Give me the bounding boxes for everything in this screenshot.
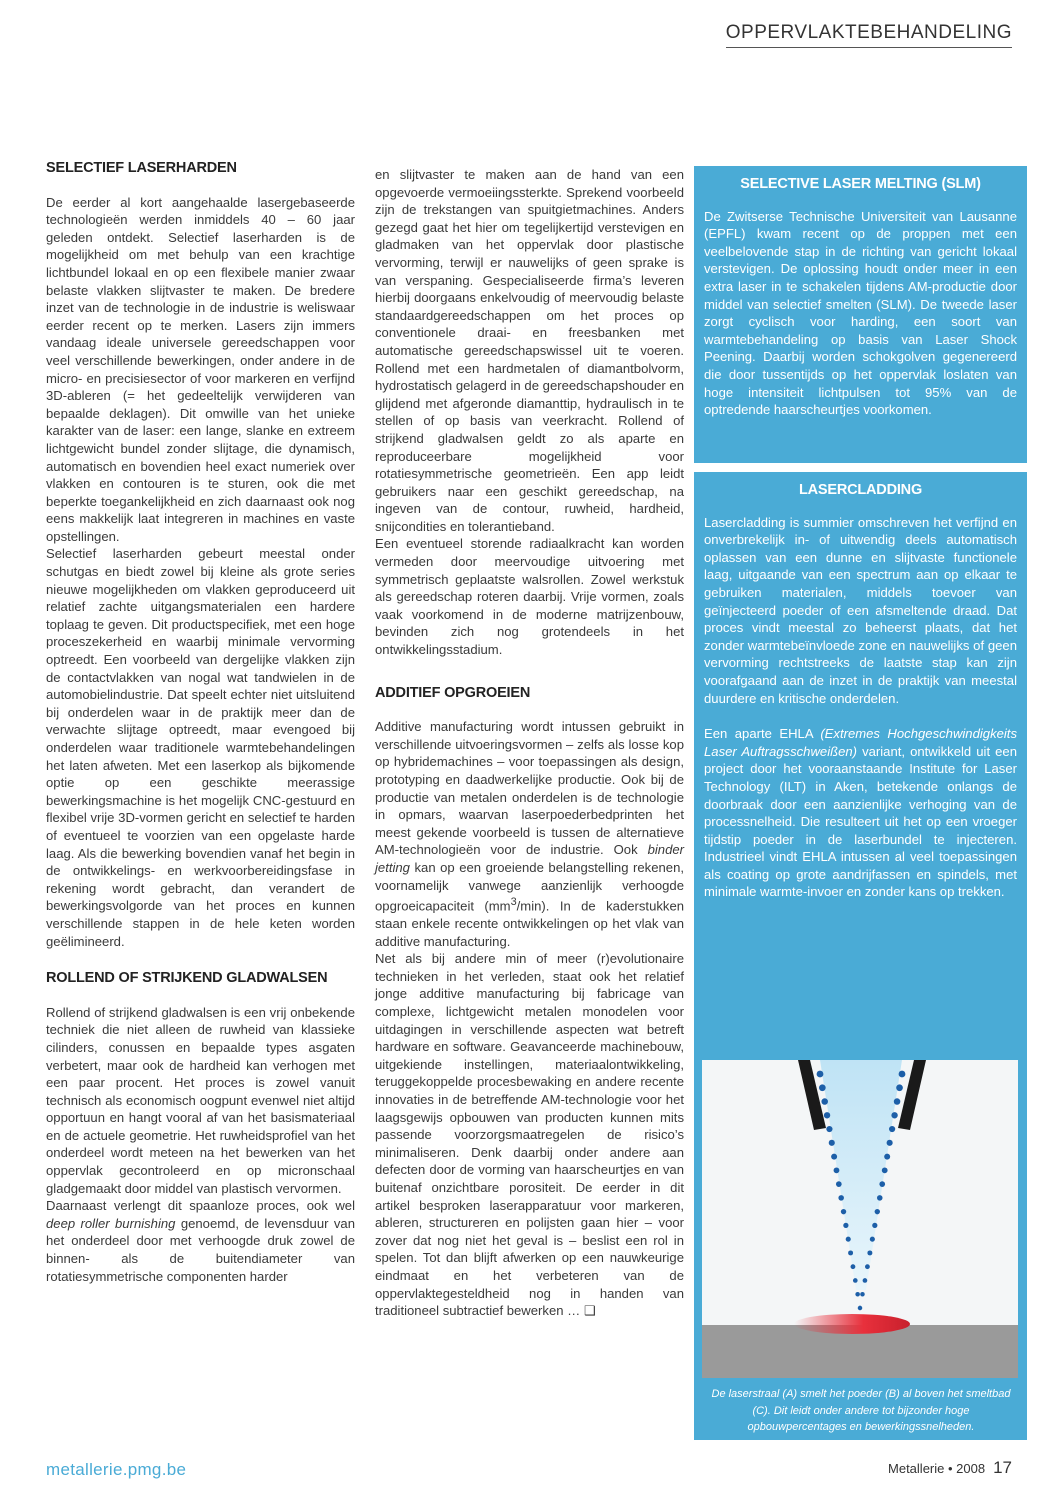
- powder-particle: [829, 1140, 835, 1146]
- page-number: 17: [993, 1458, 1012, 1477]
- column-middle: [375, 166, 684, 1320]
- box-text: Lasercladding is summier omschreven het verfijnd en onverbrekelijk in- of uitwendig deels automatisch oplassen van een dunne en slijtvaste functionele laag, uitgaande van een spectrum aan op elkaar te gebruiken materialen, middels toevoer van geïnjecteerd poeder of een afsmeltende draad. Dat proces vindt meestal zo beheerst plaats, dat het zonder warmtebeïnvloede zone en nauwelijks of geen vervorming rechtstreeks de laatste stap kan zijn voorafgaand aan de inzet in de praktijk van meestal duurdere en kritische onderdelen.: [704, 514, 1017, 706]
- powder-particle: [855, 1292, 860, 1297]
- footer-issue: [888, 1458, 1012, 1478]
- heading-additief-opgroeien: ADDITIEF OPGROEIEN: [375, 684, 531, 701]
- powder-particle: [841, 1209, 846, 1214]
- powder-particle: [824, 1112, 830, 1118]
- powder-particle: [834, 1167, 840, 1173]
- column-left: [46, 160, 355, 1285]
- powder-particle: [899, 1071, 906, 1078]
- powder-particle: [848, 1250, 853, 1255]
- sidebar-box-slm: [694, 166, 1027, 463]
- paragraph: Daarnaast verlengt dit spaanloze proces, ook wel deep roller burnishing genoemd, de levensduur van het onderdeel door met verhoogde druk zowel de binnen- als de buitendiameter van rotatiesymmetrische componenten harder: [46, 1198, 355, 1284]
- powder-particle: [865, 1264, 870, 1269]
- powder-particle: [826, 1126, 832, 1132]
- powder-particle: [817, 1071, 824, 1078]
- powder-particle: [891, 1112, 897, 1118]
- powder-particle: [882, 1167, 888, 1173]
- powder-particle: [884, 1154, 890, 1160]
- powder-particle: [836, 1181, 842, 1187]
- powder-particle: [858, 1306, 862, 1310]
- box-text: Een aparte EHLA (Extremes Hochgeschwindigkeits Laser Auftragsschweißen) variant, ontwikkeld uit een project door het vooraanstaande Institute for Laser Technology (ILT) in Aken, betekende onlangs de doorbraak door een aanzienlijke verhoging van de processnelheid. Die resulteert uit het op een vroeger tijdstip poeder in de laserbundel te injecteren. Industrieel vindt EHLA intussen al veel toepassingen als coating op grote aandrijfassen en spindels, met minimale warmte-invoer en zonder kans op trekken.: [704, 726, 1017, 900]
- paragraph: Een eventueel storende radiaalkracht kan worden vermeden door meervoudige uitvoering met symmetrisch geplaatste walsrollen. Zowel werkstuk als gereedschap roteren daarbij. Vrije vormen, zoals vaak voorkomend in de moderne matrijzenbouw, bevinden zich nog grotendeels in het ontwikkelingsstadium.: [375, 536, 684, 658]
- powder-particle: [896, 1084, 903, 1091]
- powder-particle: [821, 1098, 828, 1105]
- powder-particle: [860, 1292, 865, 1297]
- box-title: SELECTIVE LASER MELTING (SLM): [740, 176, 981, 192]
- powder-particle: [851, 1264, 856, 1269]
- paragraph: Additive manufacturing wordt intussen gebruikt in verschillende uitvoeringsvormen – zelfs als losse kop op hybridemachines – voor toepassingen als design, prototyping en daadwerkelijke productie. Ook bij de productie van metalen onderdelen is de technologie in opmars, waarvan laserpoederbedprinten het meest gekende voorbeeld is tussen de alternatieve AM-technologieën voor de industrie. Ook binder jetting kan op een groeiende belangstelling rekenen, voornamelijk vanwege aanzienlijk verhoogde opgroeicapaciteit $(mm^3/\min)$. In de kaderstukken staan enkele recente ontwikkelingen op het vlak van additive manufacturing.: [375, 719, 685, 949]
- powder-particle: [875, 1209, 880, 1214]
- powder-particle: [872, 1223, 877, 1228]
- powder-particle: [887, 1140, 893, 1146]
- paragraph: Net als bij andere min of meer (r)evolutionaire technieken in het verleden, staat ook het relatief jonge additive manufacturing bij fabricage van complexe, lichtgewicht metalen monodelen voor uitdagingen in verschillende aspecten wat betreft hardware en software. Geavanceerde machinebouw, uitgekiende instellingen, materiaalontwikkeling, teruggekoppelde procesbewaking en andere recente innovaties in de betreffende AM-technologie voor het laagsgewijs opbouwen van producten kunnen mits passende voorzorgsmaatregelen de risico’s minimaliseren. Denk daarbij onder andere aan defecten door de vorming van haarscheurtjes en van buitenaf onzichtbare porositeit. De eerder in dit artikel besproken laserapparatuur voor markeren, ableren, structureren en polijsten gaan hier – voor zover dat nog niet het geval is – beslist een rol in spelen. Tot dan blijft afwerken op een nauwkeurige eindmaat en het verbeteren van de oppervlaktegesteldheid nog in handen van traditioneel subtractief bewerken … ❑: [375, 951, 684, 1319]
- paragraph: De eerder al kort aangehaalde lasergebaseerde technologieën werden inmiddels 40 – 60 jaar geleden ontdekt. Selectief laserharden is de mogelijkheid om met behulp van een krachtige lichtbundel lokaal en op een flexibele manier zwaar belaste vlakken slijtvaster te maken. De bredere inzet van de technologie in de industrie is weliswaar eerder recent op te merken. Lasers zijn immers vandaag ideale universele gereedschappen voor veel verschillende bewerkingen, onder andere in de micro- en precisiesector of voor markeren en verfijnd 3D-ableren (= het gedeeltelijk verwijderen van bepaalde deklagen). Dit omwille van het unieke karakter van de laser: een lange, slanke en extreem lichtgewicht bundel zonder slijtage, die dynamisch, automatisch en bovendien heel exact numeriek over vlakken en contouren is te sturen, ook die met beperkte toegankelijkheid en zich daarnaast ook nog eens makkelijk laat integreren in machines en vaste opstellingen.: [46, 194, 355, 544]
- nozzle-diagram: [702, 1060, 1018, 1378]
- powder-particle: [819, 1084, 826, 1091]
- powder-particle: [838, 1195, 844, 1201]
- footer-website: metallerie.pmg.be: [46, 1460, 187, 1479]
- paragraph: Selectief laserharden gebeurt meestal onder schutgas en biedt zowel bij kleine als grote series nieuwe mogelijkheden om vlakken geproduceerd uit relatief zachte uitgangsmaterialen een hardere toplaag te geven. Dit productspecifiek, met een hoge proceszekerheid en waarbij minimale vervorming optreedt. Een voorbeeld van dergelijke vlakken zijn de contactvlakken van nogal wat tandwielen in de automobielindustrie. Dat speelt echter niet uitsluitend bij onderdelen waar in de praktijk meer dan de verwachte slijtage optreedt, maar evengoed bij onderdelen waar traditionele warmtebehandelingen het laten afweten. Met een laserkop als bijkomende optie op een geschikte meerassige bewerkingsmachine is het mogelijk CNC-gestuurd en flexibel vrije 3D-vormen gericht en selectief te harden of eventueel te voorzien van een opgelaste harde laag. Als die bewerking bovendien vanaf het begin in de ontwikkelings- en werkvoorbereidingsfase in rekening wordt gebracht, dan verandert de bewerkingsvolgorde van het proces en kunnen verschillende stappen in de hele keten worden geëlimineerd.: [46, 546, 355, 949]
- heading-selectief-laserharden: SELECTIEF LASERHARDEN: [46, 160, 237, 176]
- powder-particle: [879, 1181, 885, 1187]
- melt-pool: [794, 1314, 910, 1334]
- section-title: OPPERVLAKTEBEHANDELING: [726, 22, 1012, 48]
- laser-cladding-illustration: [702, 1060, 1018, 1378]
- powder-particle: [863, 1278, 868, 1283]
- powder-particle: [853, 1278, 858, 1283]
- paragraph: Rollend of strijkend gladwalsen is een vrij onbekende techniek die niet alleen de ruwheid van klassieke cilinders, conussen en bepaalde types asgaten verbetert, maar ook de hardheid kan verhogen met een paar procent. Het proces is zowel vanuit technisch als economisch oogpunt evenwel niet altijd opportuun en hangt vooral af van het basismateriaal en de actuele geometrie. Het ruwheidsprofiel van het onderdeel wordt meteen na het bewerken van het oppervlak gecontroleerd en op micronschaal gladgemaakt door middel van plastisch vervormen.: [46, 1004, 355, 1196]
- powder-particle: [877, 1195, 883, 1201]
- figure-caption: De laserstraal (A) smelt het poeder (B) al boven het smeltbad (C). Dit leidt onder andere tot bijzonder hoge opbouwpercentages en bewerkingssnelheden.: [711, 1388, 1011, 1433]
- powder-particle: [846, 1237, 851, 1242]
- powder-particle: [889, 1126, 895, 1132]
- box-title: LASERCLADDING: [798, 482, 923, 498]
- powder-particle: [870, 1237, 875, 1242]
- issue-label: Metallerie • 2008: [888, 1461, 986, 1476]
- paragraph: en slijtvaster te maken aan de hand van een opgevoerde vermoeiingssterkte. Sprekend voorbeeld zijn de trekstangen van spuitgietmachines. Anders gezegd gaat het hier om tegelijkertijd verstevigen en gladmaken van het oppervlak door plastische vervorming, terwijl er nauwelijks of geen sprake is van verspaning. Gespecialiseerde firma’s leveren hierbij doorgaans enkelvoudig of meervoudig belaste standaardgereedschappen om het proces op conventionele draai- en freesbanken met automatische gereedschapswissel uit te voeren. Rollend met een hardmetalen of diamantbolvorm, hydrostatisch gelagerd in de gereedschapshouder en glijdend met afgeronde diamanttip, hydraulisch in te stellen of op basis van veerkracht. Rollend of strijkend gladwalsen geldt zo als aparte en reproduceerbare mogelijkheid voor rotatiesymmetrische geometrieën. Een app leidt gebruikers naar een geschikt gereedschap, na ingeven van de contour, ruwheid, hardheid, snijcondities en tolerantieband.: [375, 167, 684, 534]
- box-text: De Zwitserse Technische Universiteit van Lausanne (EPFL) kwam recent op de proppen met een veelbelovende stap in de richting van gericht lokaal verstevigen. De oplossing houdt onder meer in een extra laser in te schakelen tijdens AM-productie door middel van selectief smelten (SLM). De tweede laser zorgt cyclisch voor harding, een soort van warmtebehandeling op basis van Laser Shock Peening. Daarbij worden schokgolven gegenereerd die door tussentijds op het oppervlak loslaten van hoge intensiteit lichtpulsen tot 95% van de optredende haarscheurtjes voorkomen.: [704, 208, 1017, 418]
- powder-particle: [831, 1154, 837, 1160]
- powder-particle: [867, 1250, 872, 1255]
- powder-particle: [894, 1098, 901, 1105]
- heading-gladwalsen: ROLLEND OF STRIJKEND GLADWALSEN: [46, 970, 328, 987]
- powder-particle: [843, 1223, 848, 1228]
